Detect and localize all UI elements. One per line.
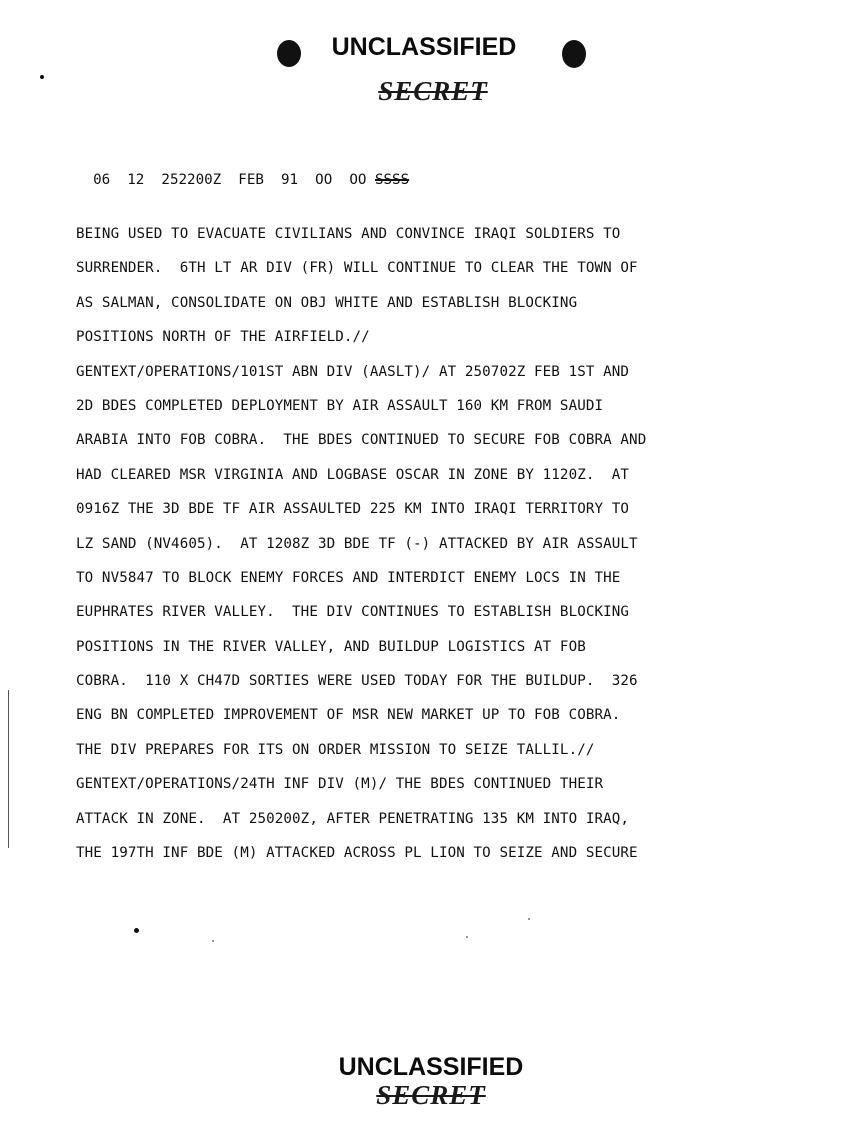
bottom-struck-classification: SECRET <box>376 1080 486 1110</box>
body-line: LZ SAND (NV4605). AT 1208Z 3D BDE TF (-) ATTACKED BY AIR ASSAULT <box>76 535 638 552</box>
top-struck-classification: SECRET <box>378 76 488 106</box>
message-header-text: 06 12 252200Z FEB 91 OO OO <box>93 172 375 188</box>
body-line: COBRA. 110 X CH47D SORTIES WERE USED TODAY FOR THE BUILDUP. 326 <box>76 673 638 690</box>
body-line: ENG BN COMPLETED IMPROVEMENT OF MSR NEW MARKET UP TO FOB COBRA. <box>76 707 621 724</box>
body-line: POSITIONS IN THE RIVER VALLEY, AND BUILDUP LOGISTICS AT FOB <box>76 638 586 655</box>
body-line: 0916Z THE 3D BDE TF AIR ASSAULTED 225 KM INTO IRAQI TERRITORY TO <box>76 501 630 518</box>
body-line: ATTACK IN ZONE. AT 250200Z, AFTER PENETRATING 135 KM INTO IRAQ, <box>76 810 630 827</box>
body-line: BEING USED TO EVACUATE CIVILIANS AND CONVINCE IRAQI SOLDIERS TO <box>76 226 621 242</box>
body-line: THE DIV PREPARES FOR ITS ON ORDER MISSION TO SEIZE TALLIL.// <box>76 741 595 758</box>
body-line: GENTEXT/OPERATIONS/24TH INF DIV (M)/ THE BDES CONTINUED THEIR <box>76 776 604 793</box>
scan-speck <box>212 940 214 942</box>
scan-speck <box>528 918 530 920</box>
message-body <box>76 222 646 875</box>
body-line: HAD CLEARED MSR VIRGINIA AND LOGBASE OSCAR IN ZONE BY 1120Z. AT <box>76 466 630 483</box>
body-line: TO NV5847 TO BLOCK ENEMY FORCES AND INTERDICT ENEMY LOCS IN THE <box>76 569 621 586</box>
body-line: AS SALMAN, CONSOLIDATE ON OBJ WHITE AND ESTABLISH BLOCKING <box>76 294 578 311</box>
scan-speck <box>134 928 139 933</box>
top-classification-label: UNCLASSIFIED <box>331 33 517 61</box>
scan-speck <box>466 936 468 938</box>
message-header-struck-code: SSSS <box>374 172 410 188</box>
body-line: EUPHRATES RIVER VALLEY. THE DIV CONTINUES TO ESTABLISH BLOCKING <box>76 604 630 621</box>
body-line: SURRENDER. 6TH LT AR DIV (FR) WILL CONTINUE TO CLEAR THE TOWN OF <box>76 260 638 277</box>
message-header <box>76 156 409 188</box>
body-line: ARABIA INTO FOB COBRA. THE BDES CONTINUED TO SECURE FOB COBRA AND <box>76 432 647 449</box>
body-line: THE 197TH INF BDE (M) ATTACKED ACROSS PL LION TO SEIZE AND SECURE <box>76 845 638 862</box>
body-line: 2D BDES COMPLETED DEPLOYMENT BY AIR ASSAULT 160 KM FROM SAUDI <box>76 397 604 414</box>
body-line: GENTEXT/OPERATIONS/101ST ABN DIV (AASLT)/ AT 250702Z FEB 1ST AND <box>76 363 630 380</box>
scan-speck <box>40 75 44 79</box>
scan-margin-line <box>8 690 9 848</box>
bottom-classification-label: UNCLASSIFIED <box>338 1053 524 1081</box>
body-line: POSITIONS NORTH OF THE AIRFIELD.// <box>76 329 370 346</box>
